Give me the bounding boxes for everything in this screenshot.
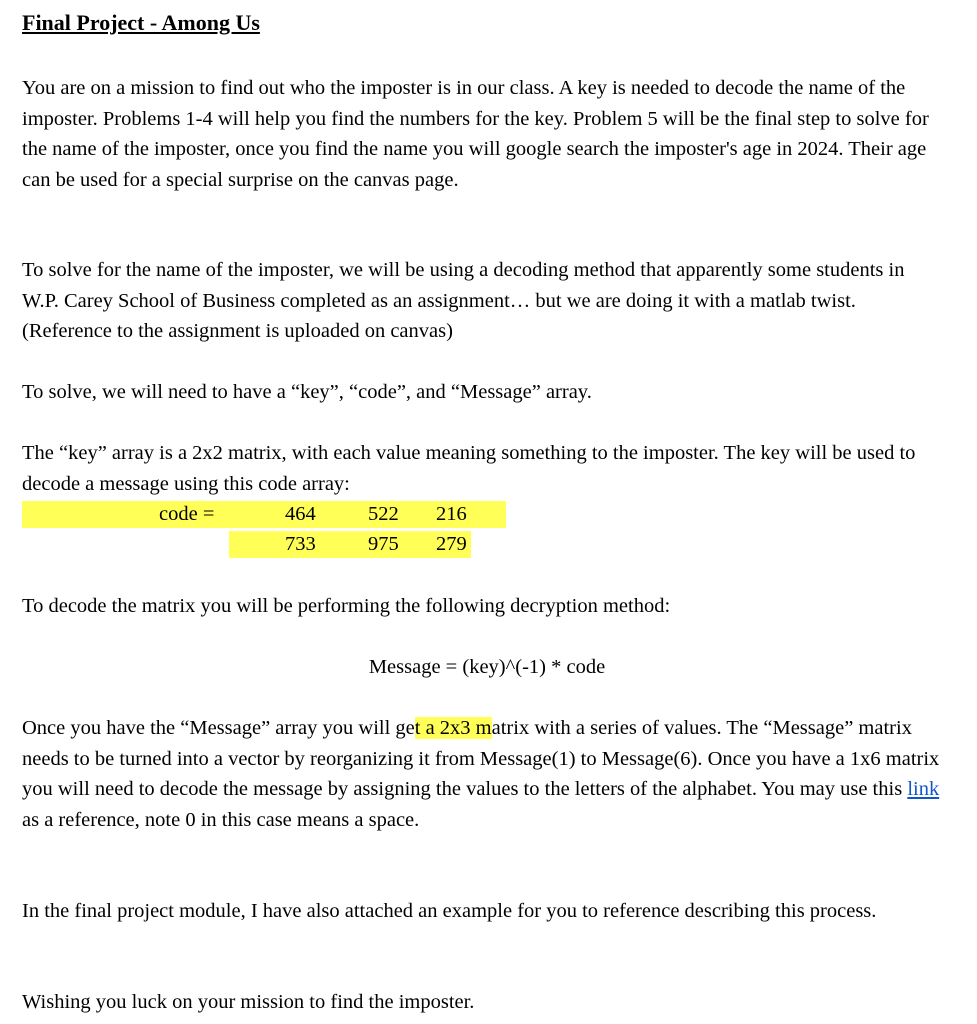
- code-cell: 279: [436, 533, 467, 555]
- code-cell: 216: [436, 503, 467, 525]
- highlighted-text: t a 2x3 m: [414, 717, 492, 739]
- code-cell: 522: [368, 503, 399, 525]
- key-paragraph: The “key” array is a 2x2 matrix, with each value meaning something to the imposter. The key will be used to decode a message using this code array:: [22, 442, 916, 495]
- example-paragraph: In the final project module, I have also attached an example for you to reference describing this process.: [22, 900, 877, 922]
- message-text: atrix with a series of values. The “Message” matrix needs to be turned into a vector by reorganizing it from Message(1) to Message(6). Once you have a 1x6 matrix you will need to decode the message by assigning the values to the letters of the alphabet. You may use this: [22, 717, 940, 800]
- message-paragraph: [22, 713, 942, 835]
- intro-paragraph: You are on a mission to find out who the imposter is in our class. A key is needed to decode the name of the imposter. Problems 1-4 will help you find the numbers for the key. Problem 5 will be the final step to solve for the name of the imposter, once you find the name you will google search the imposter's age in 2024. Their age can be used for a special surprise on the canvas page.: [22, 77, 929, 191]
- code-matrix-row-2: [229, 531, 471, 558]
- message-text: as a reference, note 0 in this case means a space.: [22, 808, 420, 831]
- closing-paragraph: Wishing you luck on your mission to find the imposter.: [22, 991, 475, 1013]
- alphabet-reference-link[interactable]: link: [907, 778, 940, 800]
- decode-intro-paragraph: To decode the matrix you will be performing the following decryption method:: [22, 595, 671, 617]
- message-text: Once you have the “Message” array you will ge: [22, 717, 415, 739]
- code-label: code =: [159, 503, 215, 525]
- decryption-equation: Message = (key)^(-1) * code: [368, 656, 606, 678]
- code-cell: 733: [285, 533, 316, 555]
- code-cell: 464: [285, 503, 316, 525]
- code-matrix-row-1: [22, 501, 506, 528]
- arrays-paragraph: To solve, we will need to have a “key”, “code”, and “Message” array.: [22, 381, 592, 403]
- method-paragraph: To solve for the name of the imposter, we will be using a decoding method that apparently some students in W.P. Carey School of Business completed as an assignment… but we are doing it with a matlab twist. (Reference to the assignment is uploaded on canvas): [22, 259, 905, 342]
- code-cell: 975: [368, 533, 399, 555]
- page-title: Final Project - Among Us: [22, 10, 260, 35]
